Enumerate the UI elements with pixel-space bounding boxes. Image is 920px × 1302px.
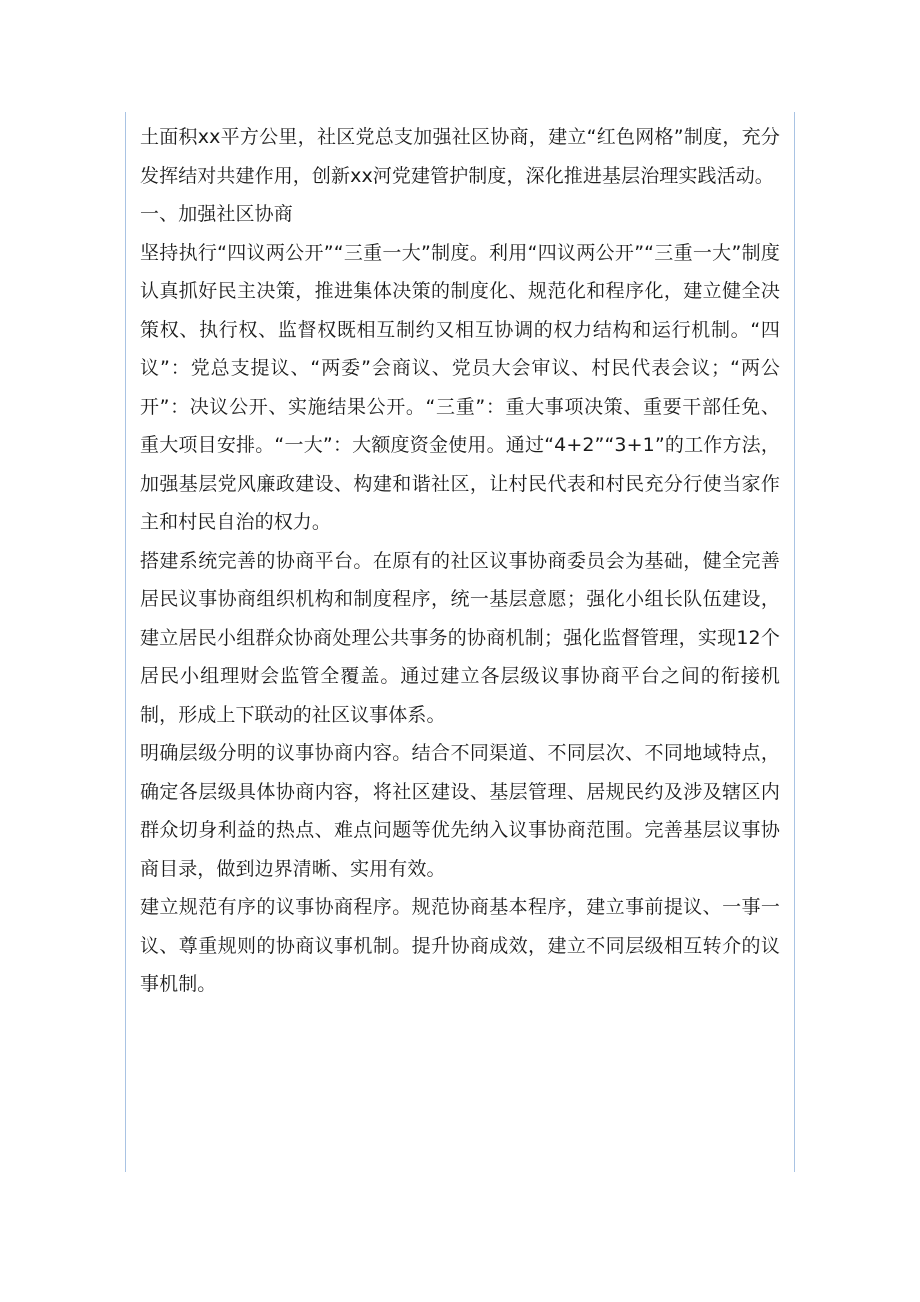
paragraph-platform: 搭建系统完善的协商平台。在原有的社区议事协商委员会为基础，健全完善居民议事协商组织机构和制度程序，统一基层意愿；强化小组长队伍建设，建立居民小组群众协商处理公共事务的协商机制；强化监督管理，实现12个居民小组理财会监管全覆盖。通过建立各层级议事协商平台之间的衔接机制，形成上下联动的社区议事体系。 bbox=[140, 549, 780, 726]
paragraph-content: 明确层级分明的议事协商内容。结合不同渠道、不同层次、不同地域特点，确定各层级具体协商内容，将社区建设、基层管理、居规民约及涉及辖区内群众切身利益的热点、难点问题等优先纳入议事协商范围。完善基层议事协商目录，做到边界清晰、实用有效。 bbox=[140, 742, 780, 880]
document-body bbox=[140, 118, 780, 1004]
section-heading: 一、加强社区协商 bbox=[140, 203, 293, 225]
paragraph-intro: 土面积xx平方公里，社区党总支加强社区协商，建立“红色网格”制度，充分发挥结对共建作用，创新xx河党建管护制度，深化推进基层治理实践活动。 bbox=[140, 126, 780, 187]
paragraph-four-discussions: 坚持执行“四议两公开”“三重一大”制度。利用“四议两公开”“三重一大”制度认真抓好民主决策，推进集体决策的制度化、规范化和程序化，建立健全决策权、执行权、监督权既相互制约又相互协调的权力结构和运行机制。“四议”：党总支提议、“两委”会商议、党员大会审议、村民代表会议；“两公开”：决议公开、实施结果公开。“三重”：重大事项决策、重要干部任免、重大项目安排。“一大”：大额度资金使用。通过“4+2”“3+1”的工作方法，加强基层党风廉政建设、构建和谐社区，让村民代表和村民充分行使当家作主和村民自治的权力。 bbox=[140, 241, 780, 533]
paragraph-procedure: 建立规范有序的议事协商程序。规范协商基本程序，建立事前提议、一事一议、尊重规则的协商议事机制。提升协商成效，建立不同层级相互转介的议事机制。 bbox=[140, 896, 780, 995]
